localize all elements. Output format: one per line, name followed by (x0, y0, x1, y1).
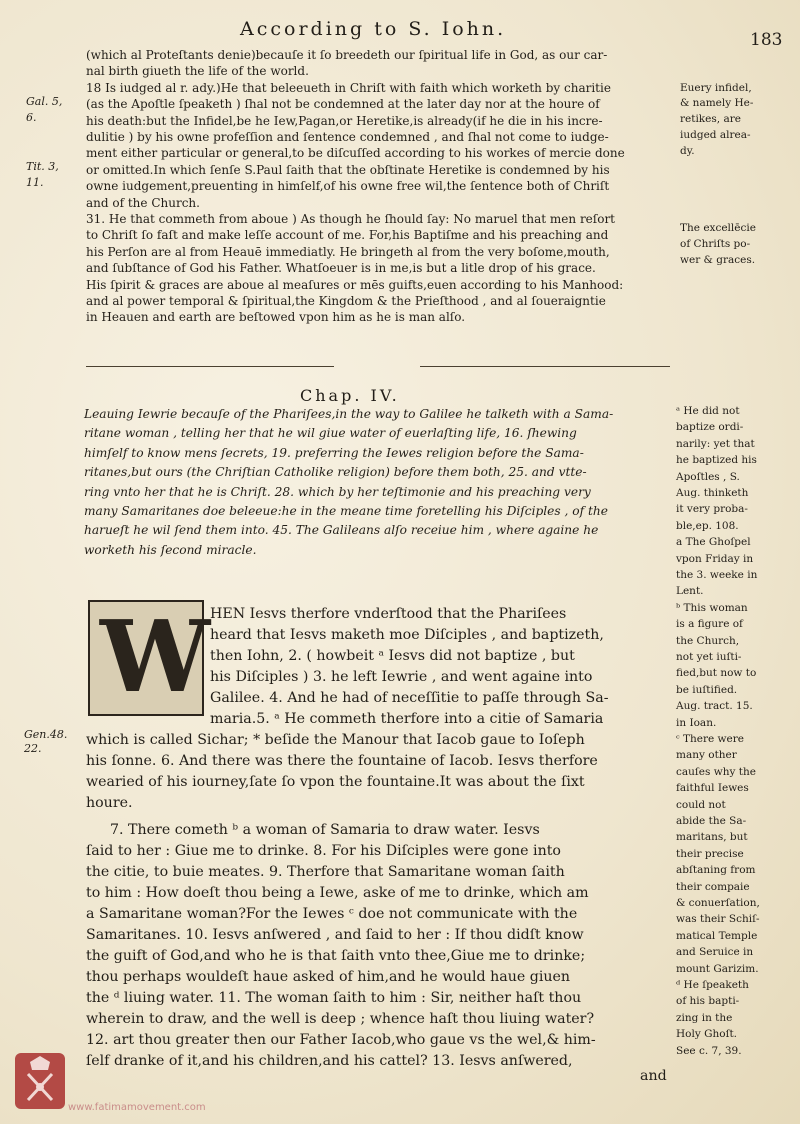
side-note-line: narily: yet that (676, 437, 755, 450)
annotation-line: to Chriſt ſo faſt and make leſſe account of me. For,his Baptiſme and his preaching and (86, 228, 609, 243)
margin-reference: Gen.48. (24, 728, 68, 741)
summary-line: worketh his ſecond miracle. (84, 542, 257, 557)
annotation-line: and al power temporal & ſpiritual,the Kingdom & the Prieſthood , and al ſoueraigntie (86, 294, 606, 308)
side-note-line: many other (676, 749, 737, 762)
verse-line: to him : How doeſt thou being a Iewe, aske of me to drinke, which am (86, 885, 589, 901)
annotation-line: 31. He that commeth from aboue ) As though he ſhould ſay: No maruel that men reſort (86, 212, 616, 226)
side-note-line: Aug. tract. 15. (676, 700, 753, 713)
side-note-line: of Chriſts po- (680, 238, 751, 250)
margin-reference: 22. (24, 742, 42, 755)
verse-line: Samaritanes. 10. Iesvs anſwered , and ſaid to her : If thou didſt know (86, 927, 584, 943)
side-note-line: zing in the (676, 1011, 733, 1024)
annotation-line: 18 Is iudged al r. ady.)He that beleeueth in Chriſt with faith which worketh by charitie (86, 80, 611, 95)
side-note-line: See c. 7, 39. (676, 1044, 742, 1057)
side-note-line: baptize ordi- (676, 421, 744, 434)
decorated-initial (88, 600, 211, 716)
divider-right (420, 366, 670, 367)
verse-line: the citie, to buie meates. 9. Therfore that Samaritane woman ſaith (86, 864, 565, 880)
chapter-summary (84, 405, 674, 560)
summary-line: himſelf to know mens ſecrets, 19. preferring the Iewes religion before the Sama- (84, 445, 584, 460)
verse-line: the guift of God,and who he is that ſaith vnto thee,Giue me to drinke; (86, 948, 586, 964)
side-note-line: and Seruice in (676, 946, 754, 959)
side-note-line: wer & graces. (680, 254, 756, 266)
side-note-line: not yet iuſti- (676, 651, 742, 663)
side-note-line: their precise (676, 847, 744, 860)
side-note-line: matical Temple (676, 929, 758, 942)
side-note-line: the Church, (676, 634, 740, 647)
summary-line: ring vnto her that he is Chriſt. 28. which by her teſtimonie and his preaching very (84, 484, 591, 499)
side-note-line: is a figure of (676, 618, 743, 631)
side-note-line: Apoſtles , S. (676, 470, 740, 483)
verse-line: ſelf dranke of it,and his children,and his cattel? 13. Iesvs anſwered, (86, 1053, 573, 1069)
side-note-line: in Ioan. (676, 716, 717, 729)
side-note-line: the 3. weeke in (676, 569, 758, 581)
side-note-line: cauſes why the (676, 765, 756, 778)
summary-line: harueſt he wil ſend them into. 45. The Galileans alſo receiue him , where againe he (84, 523, 599, 538)
side-note-line: retikes, are (680, 113, 741, 125)
side-note-line: fied,but now to (676, 667, 757, 680)
verse-line: wearied of his iourney,ſate ſo vpon the fountaine.It was about the ſixt (86, 774, 585, 790)
side-note-line: ᵈ He ſpeaketh (676, 979, 749, 991)
annotation-line: (which al Proteſtants denie)becauſe it ſo breedeth our ſpiritual life in God, as our car- (86, 48, 608, 62)
side-note-line: be iuſtified. (676, 683, 738, 696)
verse-line: a Samaritane woman?For the Iewes ᶜ doe not communicate with the (86, 906, 578, 922)
verse-line: his ſonne. 6. And there was there the fountaine of Iacob. Iesvs therfore (86, 753, 598, 769)
annotation-line: or omitted.In which ſenſe S.Paul ſaith that the obſtinate Heretike is condemned by his (86, 162, 610, 177)
verse-line: 7. There cometh ᵇ a woman of Samaria to draw water. Iesvs (110, 822, 540, 838)
annotation-line: his Perſon are al from Heauē immediatly. He bringeth al from the very boſome,mouth, (86, 244, 610, 259)
summary-line: many Samaritanes doe beleeue:he in the meane time foretelling his Diſciples , of the (84, 504, 608, 519)
side-note-line: of his bapti- (676, 995, 740, 1008)
verse-line: then Iohn, 2. ( howbeit ᵃ Iesvs did not baptize , but (210, 648, 575, 664)
side-note-line: a The Ghoſpel (676, 536, 751, 549)
verse-line: wherein to draw, and the well is deep ; whence haſt thou liuing water? (86, 1011, 595, 1027)
annotation-line: his death:but the Infidel,be he Iew,Pagan,or Heretike,is already(if he die in his incre- (86, 113, 603, 128)
annotation-line: and ſubſtance of God his Father. Whatſoeuer is in me,is but a litle drop of his grace. (86, 261, 596, 276)
side-note-line: their compaie (676, 880, 750, 893)
side-note-line: dy. (680, 145, 695, 157)
margin-reference: Tit. 3, (26, 160, 59, 173)
side-note-line: ble,ep. 108. (676, 519, 739, 532)
side-note-line: could not (676, 798, 726, 811)
summary-line: ritanes,but ours (the Chriſtian Catholike religion) before them both, 25. and vtte- (84, 465, 587, 480)
footer-url: www.fatimamovement.com (68, 1102, 206, 1113)
dropcap-letter: W (100, 600, 211, 715)
summary-line: ritane woman , telling her that he wil giue water of euerlaſting life, 16. ſhewing (84, 426, 577, 441)
side-note-line: vpon Friday in (676, 552, 754, 565)
side-note-line: & conuerſation, (676, 897, 760, 909)
side-note-line: abide the Sa- (676, 815, 747, 827)
verse-line: the ᵈ liuing water. 11. The woman ſaith to him : Sir, neither haſt thou (86, 990, 582, 1006)
side-note-line: Euery infidel, (680, 82, 752, 94)
margin-reference: Gal. 5, (26, 95, 63, 108)
side-note-line: maritans, but (676, 831, 748, 844)
chapter-title: Chap. IV. (300, 386, 400, 405)
side-note-line: iudged alrea- (680, 129, 751, 141)
side-note-line: ᵇ This woman (676, 601, 748, 614)
margin-reference: 6. (26, 111, 37, 124)
side-note-line: The excellēcie (680, 222, 756, 234)
side-note-line: faithful Iewes (676, 782, 749, 795)
annotation-line: and of the Church. (86, 195, 200, 210)
side-note-line: abſtaning from (676, 864, 756, 877)
verse-line: maria.5. ᵃ He commeth therfore into a citie of Samaria (210, 711, 604, 727)
side-note-line: was their Schiſ- (676, 913, 760, 926)
side-note-line: & namely He- (680, 97, 754, 109)
side-note-line: mount Garizim. (676, 962, 759, 975)
side-note-line: ᵃ He did not (676, 405, 740, 417)
annotation-line: dulitie ) by his owne profeſſion and ſentence condemned , and ſhal not come to iudge- (86, 130, 609, 144)
verse-line: heard that Iesvs maketh moe Diſciples , and baptizeth, (210, 627, 604, 643)
annotation-line: in Heauen and earth are beſtowed vpon him as he is man alſo. (86, 310, 466, 325)
annotation-line: ment either particular or general,to be diſcuſſed according to his workes of mercie done (86, 146, 625, 161)
annotation-line: nal birth giueth the life of the world. (86, 64, 309, 79)
running-title: According to S. Iohn. (240, 18, 507, 40)
papal-keys-logo-icon (14, 1052, 66, 1110)
summary-line: Leauing Iewrie becauſe of the Phariſees,in the way to Galilee he talketh with a Sama- (84, 407, 614, 421)
verse-line: thou perhaps wouldeſt haue asked of him,and he would haue giuen (86, 969, 571, 985)
verse-line: which is called Sichar; * beſide the Manour that Iacob gaue to Ioſeph (86, 732, 585, 748)
verse-line: his Diſciples ) 3. he left Iewrie , and went againe into (210, 669, 593, 685)
side-note-line: Aug. thinketh (676, 487, 749, 499)
divider-left (86, 366, 334, 367)
verse-line: 12. art thou greater then our Father Iacob,who gaue vs the wel,& him- (86, 1032, 596, 1048)
annotation-line: (as the Apoſtle ſpeaketh ) ſhal not be condemned at the later day nor at the houre of (86, 97, 600, 112)
side-note-line: Lent. (676, 585, 704, 598)
verse-line: houre. (86, 795, 133, 811)
verse-line: ſaid to her : Giue me to drinke. 8. For his Diſciples were gone into (86, 843, 561, 859)
page-number: 183 (750, 30, 783, 50)
annotation-line: His ſpirit & graces are aboue al meaſures or mēs guifts,euen according to his Manhood: (86, 277, 624, 292)
side-note-line: ᶜ There were (676, 733, 744, 745)
verse-line: Galilee. 4. And he had of neceſſitie to paſſe through Sa- (210, 690, 609, 706)
side-note-line: it very proba- (676, 503, 748, 516)
annotation-line: owne iudgement,preuenting in himſelf,of his owne free wil,the ſentence both of Chriſt (86, 179, 610, 194)
verse-line: HEN Iesvs therfore vnderſtood that the Phariſees (210, 606, 567, 622)
side-note-line: Holy Ghoſt. (676, 1028, 738, 1041)
side-note-line: he baptized his (676, 454, 757, 467)
verse-line: and (640, 1068, 667, 1084)
margin-reference: 11. (26, 176, 44, 189)
